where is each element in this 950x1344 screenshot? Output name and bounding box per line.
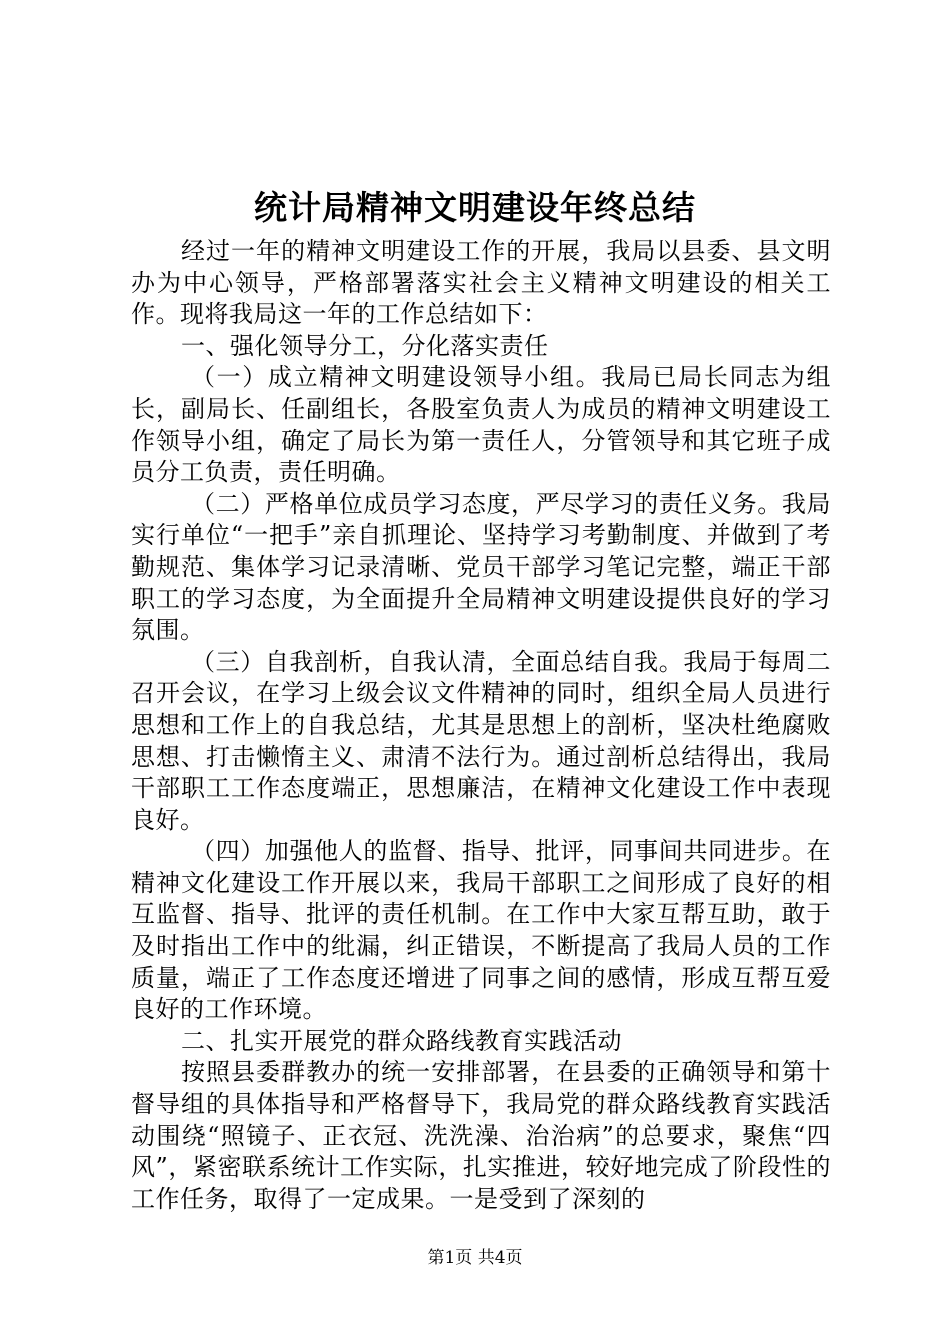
paragraph-item-1: （一）成立精神文明建设领导小组。我局已局长同志为组长，副局长、任副组长，各股室负责人为成员的精神文明建设工作领导小组，确定了局长为第一责任人，分管领导和其它班子成员分工负责，责任明确。: [131, 363, 831, 487]
document-title: 统计局精神文明建设年终总结: [254, 188, 696, 227]
paragraph-item-2: （二）严格单位成员学习态度，严尽学习的责任义务。我局实行单位“一把手”亲自抓理论、坚持学习考勤制度、并做到了考勤规范、集体学习记录清晰、党员干部学习笔记完整，端正干部职工的学习态度，为全面提升全局精神文明建设提供良好的学习氛围。: [131, 489, 831, 645]
section-heading-1: 一、强化领导分工，分化落实责任: [181, 331, 549, 360]
intro-paragraph: 经过一年的精神文明建设工作的开展，我局以县委、县文明办为中心领导，严格部署落实社会主义精神文明建设的相关工作。现将我局这一年的工作总结如下：: [131, 237, 831, 329]
paragraph-item-4: （四）加强他人的监督、指导、批评，同事间共同进步。在精神文化建设工作开展以来，我局干部职工之间形成了良好的相互监督、指导、批评的责任机制。在工作中大家互帮互助，敢于及时指出工作中的纰漏，纠正错误，不断提高了我局人员的工作质量，端正了工作态度还增进了同事之间的感情，形成互帮互爱良好的工作环境。: [131, 837, 831, 1024]
section-2-paragraph: 按照县委群教办的统一安排部署，在县委的正确领导和第十督导组的具体指导和严格督导下，我局党的群众路线教育实践活动围绕“照镜子、正衣冠、洗洗澡、治治病”的总要求，聚焦“四风”，紧密联系统计工作实际，扎实推进，较好地完成了阶段性的工作任务，取得了一定成果。一是受到了深刻的: [131, 1058, 831, 1213]
document-body: [131, 236, 831, 1215]
page-number-footer: 第1页 共4页: [427, 1248, 523, 1268]
paragraph-item-3: （三）自我剖析，自我认清，全面总结自我。我局于每周二召开会议，在学习上级会议文件精神的同时，组织全局人员进行思想和工作上的自我总结，尤其是思想上的剖析，坚决杜绝腐败思想、打击懒惰主义、肃清不法行为。通过剖析总结得出，我局干部职工工作态度端正，思想廉洁，在精神文化建设工作中表现良好。: [131, 647, 831, 834]
section-heading-2: 二、扎实开展党的群众路线教育实践活动: [181, 1026, 622, 1055]
